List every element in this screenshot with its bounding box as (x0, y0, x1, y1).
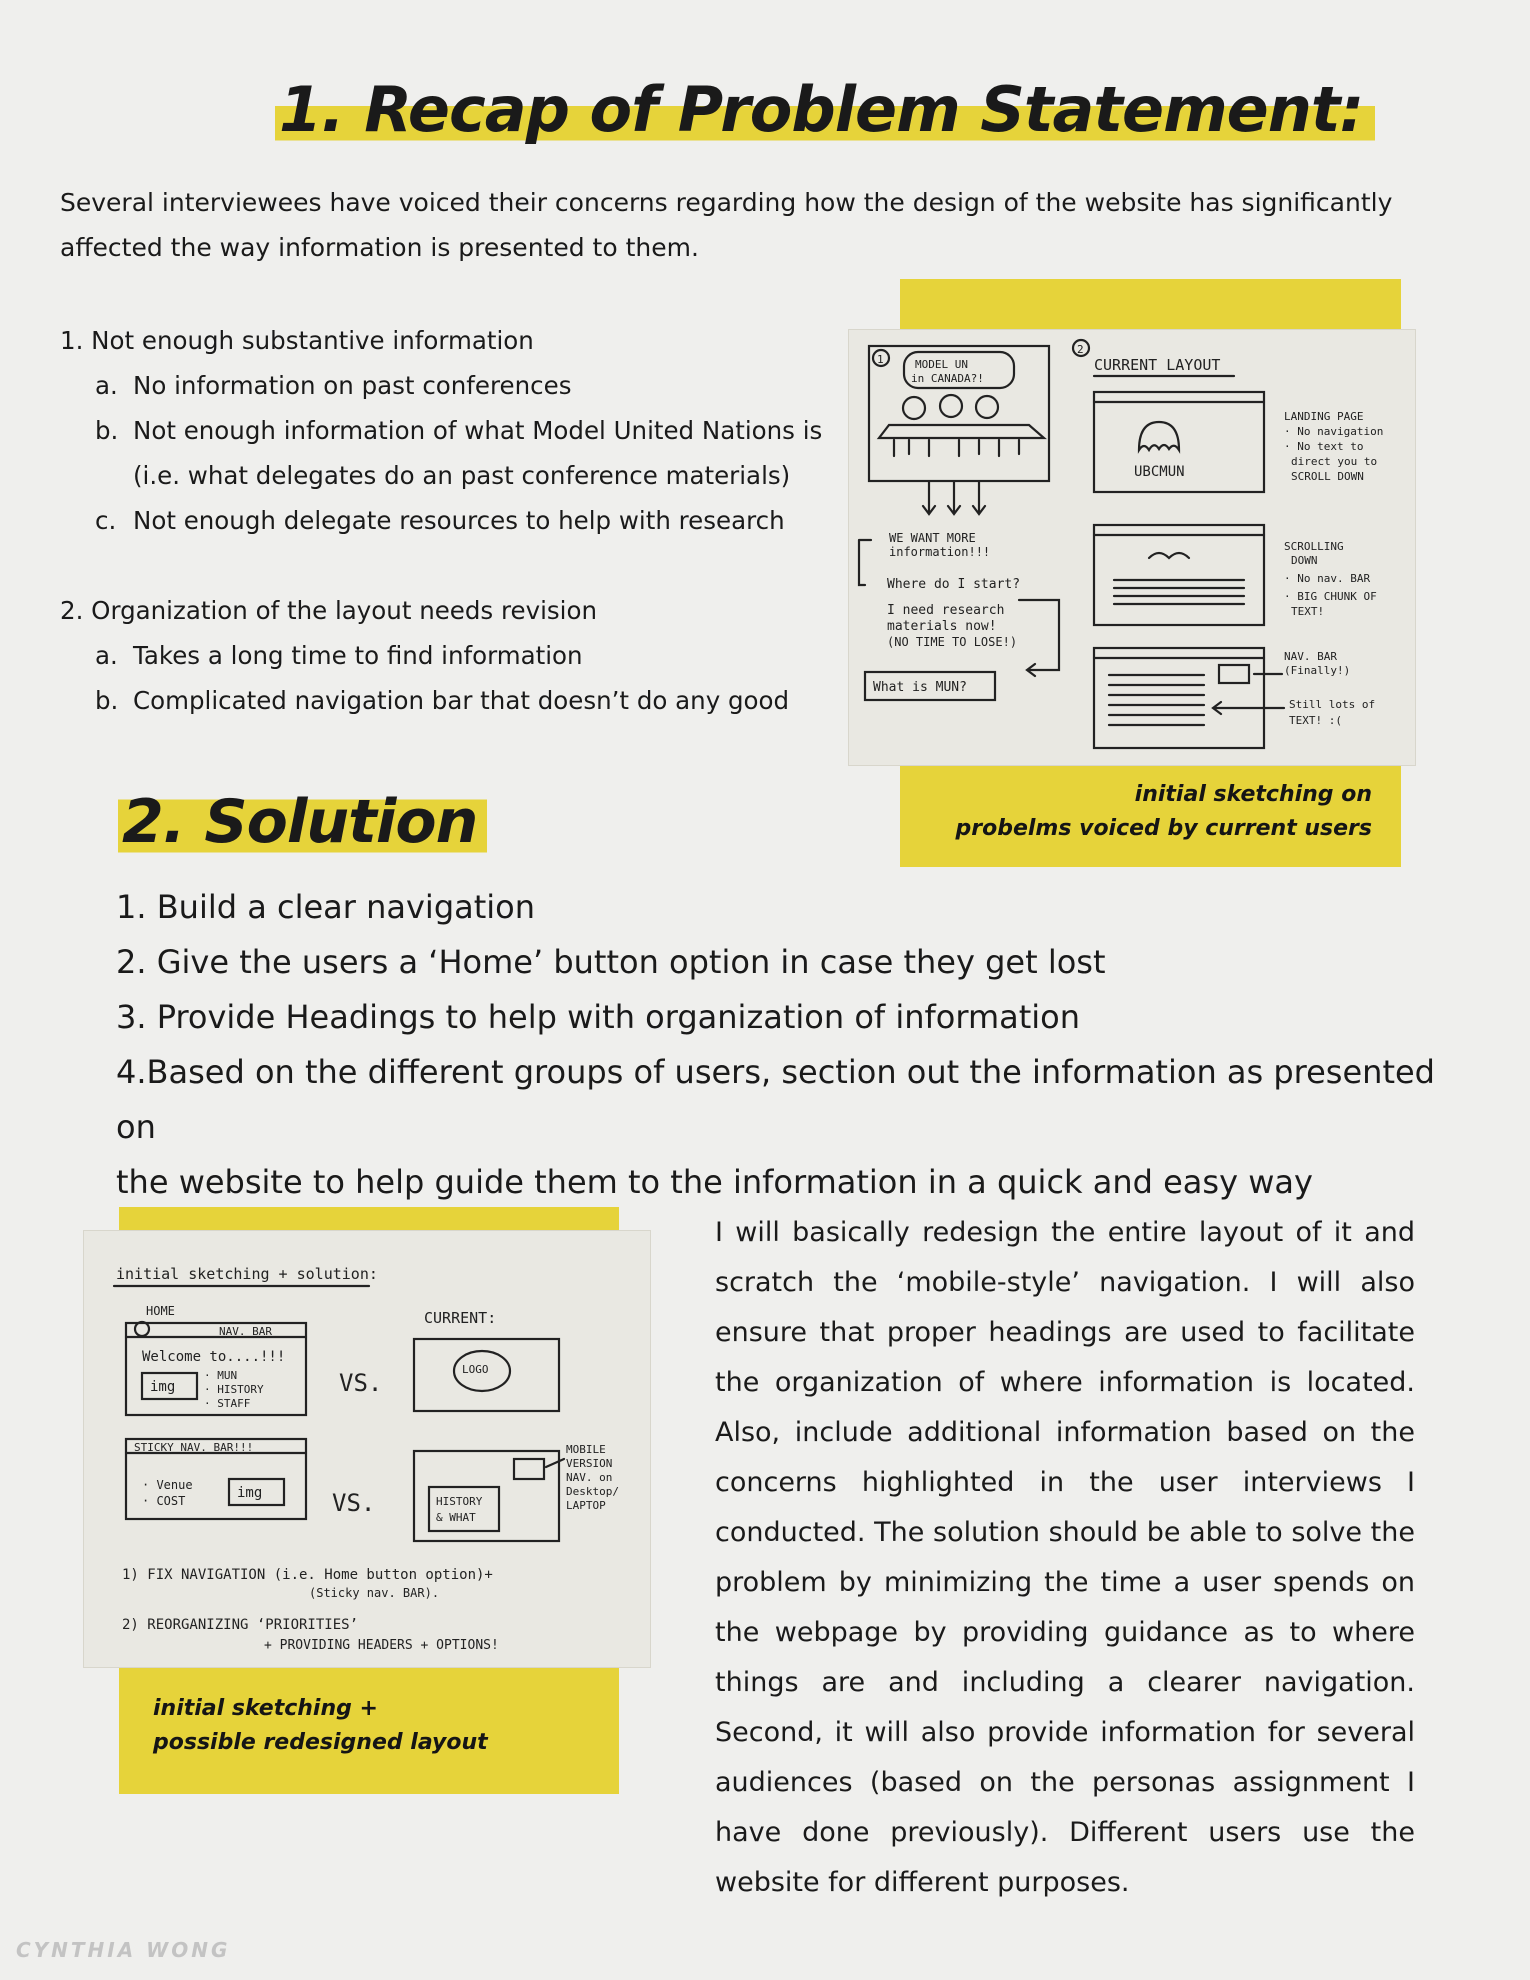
marker: b. (95, 686, 119, 715)
img-label: img (150, 1379, 176, 1395)
history-box (429, 1487, 499, 1531)
issue-2-label: 2. Organization of the layout needs revision (60, 596, 597, 625)
solution-title: 2. Solution (118, 782, 487, 862)
note1-1: · No navigation (1284, 425, 1384, 438)
menu-history: · HISTORY (204, 1383, 264, 1396)
fix1: 1) FIX NAVIGATION (i.e. Home button option)+ (122, 1567, 493, 1583)
note2-0: SCROLLING (1284, 540, 1344, 553)
problem-list (60, 318, 830, 723)
home-label: HOME (146, 1304, 175, 1318)
sketch1-drawing (849, 330, 1415, 765)
screen3 (1094, 648, 1264, 748)
sticky-label: STICKY NAV. BAR!!! (134, 1441, 254, 1454)
text: Complicated navigation bar that doesn’t do any good (133, 686, 790, 715)
note3-1: (Finally!) (1284, 664, 1351, 677)
note2-2: · No nav. BAR (1284, 572, 1371, 585)
text-arrow (1213, 702, 1284, 714)
screen2-logo (1149, 553, 1189, 558)
arrows-down (923, 482, 985, 514)
bracket (859, 540, 871, 585)
person3-head (976, 396, 998, 418)
bubble-line2: in CANADA?! (911, 372, 984, 385)
issue-1a (60, 363, 830, 408)
solution-item-2: 2. Give the users a ‘Home’ button option in case they get lost (116, 943, 1106, 981)
sketch2-caption (153, 1692, 573, 1760)
solution-paragraph: I will basically redesign the entire layout of it and scratch the ‘mobile-style’ navigation. I will also ensure that proper headings are used to facilitate the organization of where information is located. Also, include additional information based on the concerns highlighted in the user interviews I conducted. The solution should be able to solve the problem by minimizing the time a user spends on the webpage by providing guidance as to where things are and including a clearer navigation. Second, it will also provide information for several audiences (based on the personas assignment I have done previously). Different users use the website for different purposes. (715, 1217, 1415, 1898)
note2-1: DOWN (1291, 554, 1318, 567)
note-materials: materials now! (887, 619, 997, 634)
marker: a. (95, 641, 118, 670)
note-want-more: WE WANT MORE (889, 531, 976, 545)
solution-item-3: 3. Provide Headings to help with organization of information (116, 998, 1081, 1036)
solution-list (116, 880, 1466, 1210)
text: No information on past conferences (133, 371, 572, 400)
table-legs (894, 440, 1019, 456)
fix1b: (Sticky nav. BAR). (309, 1586, 440, 1600)
text: Not enough delegate resources to help with research (133, 506, 785, 535)
text (133, 408, 822, 498)
issue-1-label: 1. Not enough substantive information (60, 326, 534, 355)
sketch2-drawing (84, 1231, 650, 1667)
venue-label: · Venue (142, 1478, 193, 1492)
note-research: I need research (887, 603, 1005, 618)
note1-0: LANDING PAGE (1284, 410, 1364, 423)
note-no-time: (NO TIME TO LOSE!) (887, 635, 1018, 649)
table (879, 425, 1044, 438)
marker: a. (95, 371, 118, 400)
history-line1: HISTORY (436, 1495, 483, 1508)
screen3-text-lines (1109, 675, 1204, 725)
sketch1-caption (900, 778, 1372, 846)
panel2-num: 2 (1077, 343, 1084, 356)
vs-2: VS. (332, 1489, 376, 1517)
screen1-label: UBCMUN (1134, 464, 1185, 480)
history-line2: & WHAT (436, 1511, 476, 1524)
note1-3: direct you to (1291, 455, 1378, 468)
sketch1-caption-line1: initial sketching on (1134, 782, 1372, 807)
note3-0: NAV. BAR (1284, 650, 1337, 663)
bubble-line1: MODEL UN (915, 358, 968, 371)
note4-0: Still lots of (1289, 698, 1376, 711)
author-footer: CYNTHIA WONG (16, 1938, 231, 1962)
note-where-start: Where do I start? (887, 577, 1021, 592)
mobile-note-3: Desktop/ (566, 1485, 619, 1498)
mobile-nav-icon (514, 1459, 544, 1479)
text: Takes a long time to find information (133, 641, 583, 670)
note4-1: TEXT! :( (1289, 714, 1342, 727)
mobile-note-1: VERSION (566, 1457, 613, 1470)
text-line-1: Not enough information of what Model United Nations is (133, 416, 823, 445)
logo-shape (1139, 422, 1179, 450)
current-layout-label: CURRENT LAYOUT (1094, 356, 1221, 374)
page-title: 1. Recap of Problem Statement: (275, 70, 1375, 150)
nav-bar-label: NAV. BAR (219, 1325, 272, 1338)
img-label-2: img (237, 1485, 263, 1501)
menu-staff: · STAFF (204, 1397, 251, 1410)
sketch1-caption-line2: probelms voiced by current users (955, 816, 1372, 841)
mobile-note-2: NAV. on (566, 1471, 613, 1484)
note2-3: · BIG CHUNK OF (1284, 590, 1377, 603)
issue-2a (60, 633, 830, 678)
intro-paragraph: Several interviewees have voiced their concerns regarding how the design of the website has significantly affected the way information is presented to them. (60, 188, 1393, 262)
sketch1-photo (848, 329, 1416, 766)
panel1-num: 1 (877, 353, 884, 366)
cost-label: · COST (142, 1494, 186, 1508)
mobile-arrow (546, 1459, 564, 1467)
mobile-note-0: MOBILE (566, 1443, 606, 1456)
solution-item-4-cont: the website to help guide them to the information in a quick and easy way (116, 1163, 1313, 1201)
arrow-to-mun (1019, 600, 1059, 676)
sketch2-caption-line2: possible redesigned layout (153, 1730, 488, 1755)
fix2b: + PROVIDING HEADERS + OPTIONS! (264, 1638, 499, 1653)
logo-label: LOGO (462, 1363, 489, 1376)
issue-1c (60, 498, 830, 543)
sketch2-heading: initial sketching + solution: (116, 1265, 378, 1283)
solution-item-4: 4.Based on the different groups of users, section out the information as presented on (116, 1053, 1435, 1146)
screen3-nav (1219, 665, 1249, 683)
marker: b. (95, 416, 119, 445)
welcome-text: Welcome to....!!! (142, 1349, 286, 1365)
current-label: CURRENT: (424, 1309, 497, 1327)
text-line-2: (i.e. what delegates do an past conference materials) (133, 461, 791, 490)
note2-4: TEXT! (1291, 605, 1325, 618)
marker: c. (95, 506, 117, 535)
issue-1b (60, 408, 830, 498)
mobile-note-4: LAPTOP (566, 1499, 606, 1512)
sketch2-photo (83, 1230, 651, 1668)
note1-4: SCROLL DOWN (1291, 470, 1364, 483)
person1-head (903, 397, 925, 419)
menu-mun: · MUN (204, 1369, 238, 1382)
note-information: information!!! (889, 545, 991, 559)
fix2: 2) REORGANIZING ‘PRIORITIES’ (122, 1617, 359, 1633)
what-is-mun: What is MUN? (873, 680, 967, 695)
person2-head (940, 395, 962, 417)
vs-1: VS. (339, 1369, 383, 1397)
screen2-text-lines (1114, 580, 1244, 604)
issue-2b (60, 678, 830, 723)
note1-2: · No text to (1284, 440, 1364, 453)
solution-item-1: 1. Build a clear navigation (116, 888, 536, 926)
screen2 (1094, 525, 1264, 625)
sketch2-caption-line1: initial sketching + (153, 1696, 378, 1721)
